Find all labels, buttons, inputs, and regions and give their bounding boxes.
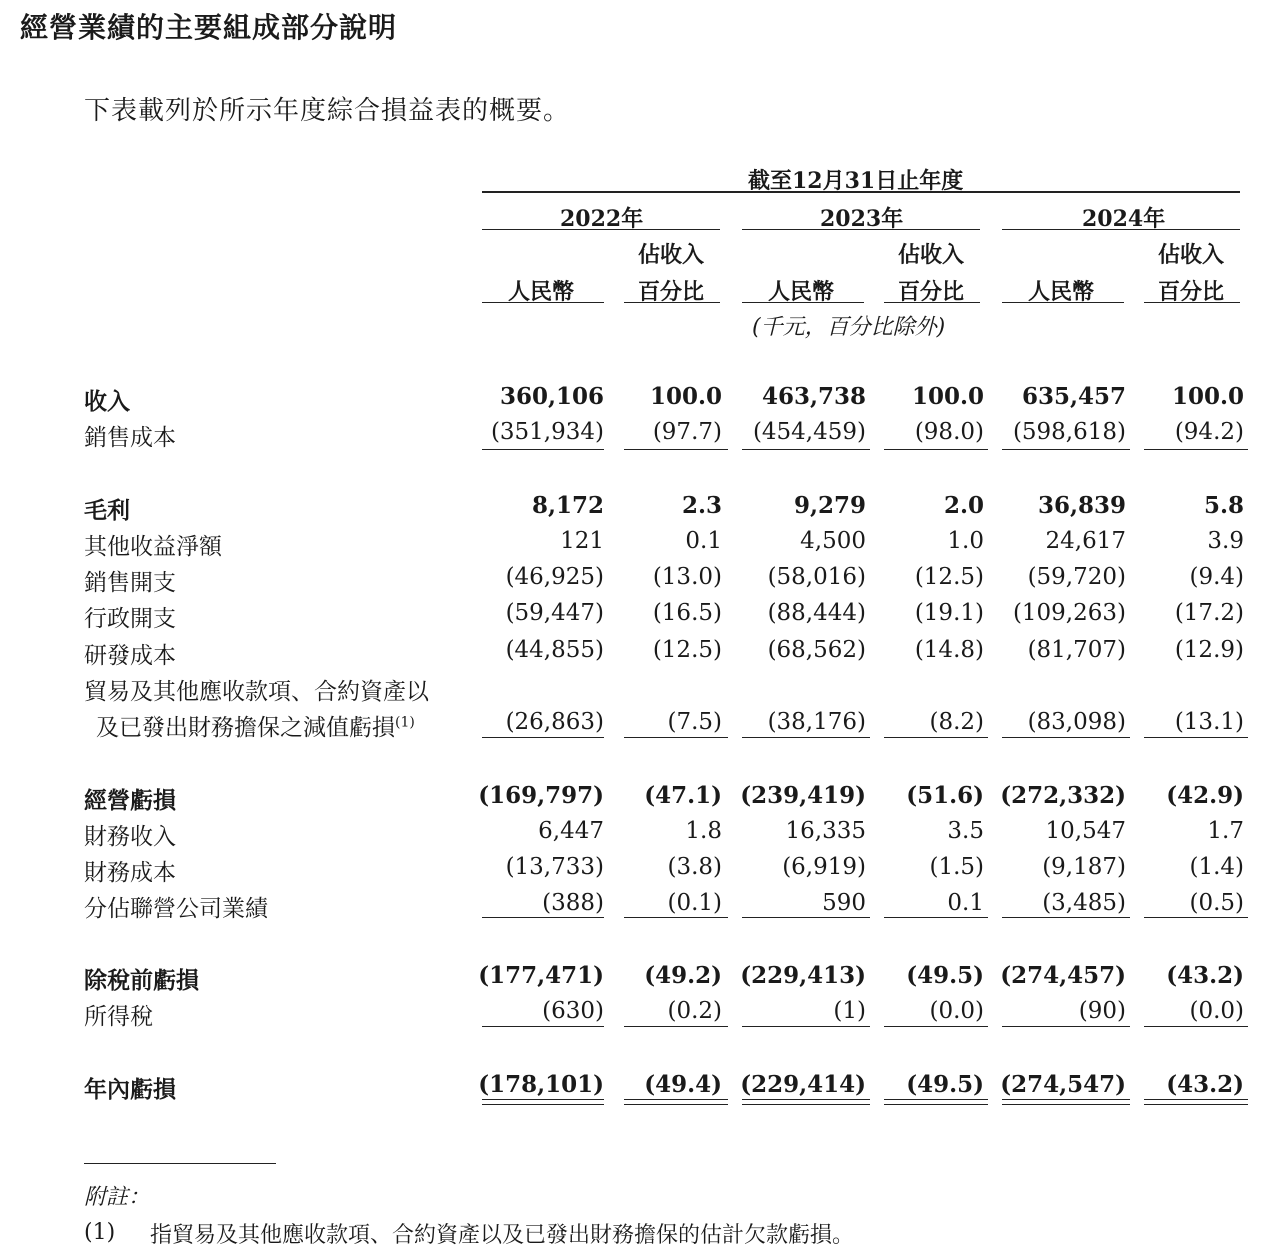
row-label: 分佔聯營公司業績 (84, 896, 268, 922)
col-header-rmb: 人民幣 (1028, 279, 1095, 305)
footnote-heading: 附註： (84, 1185, 151, 1210)
total-double-rule (482, 1099, 604, 1105)
subtotal-rule (1002, 449, 1130, 450)
table-cell: (14.8) (914, 637, 984, 663)
col-header-rule (742, 302, 864, 303)
subtotal-rule (1144, 1026, 1248, 1027)
subtotal-rule (884, 449, 988, 450)
year-rule-2024 (1002, 229, 1240, 230)
table-cell: 4,500 (800, 528, 866, 554)
table-cell: 121 (560, 528, 604, 554)
table-cell: (178,101) (478, 1071, 604, 1098)
table-cell: (388) (542, 890, 604, 916)
table-cell: 100.0 (1171, 383, 1244, 410)
table-cell: (58,016) (767, 564, 866, 590)
row-label: 銷售成本 (84, 425, 176, 451)
table-cell: (12.5) (914, 564, 984, 590)
footnote-ref: (1) (84, 1220, 116, 1245)
col-header-rule (1144, 302, 1240, 303)
table-cell: (49.5) (906, 1071, 984, 1098)
table-cell: (0.1) (667, 890, 722, 916)
row-label: 研發成本 (84, 643, 176, 669)
col-header-pct-line2: 百分比 (638, 279, 705, 305)
table-cell: (274,457) (1000, 962, 1126, 989)
table-cell: (0.0) (1189, 998, 1244, 1024)
table-cell: (26,863) (505, 709, 604, 735)
table-cell: (239,419) (740, 782, 866, 809)
table-cell: 0.1 (685, 528, 722, 554)
table-cell: 100.0 (911, 383, 984, 410)
col-header-pct-line2: 百分比 (898, 279, 965, 305)
row-label-continued (96, 709, 415, 742)
col-header-rule (884, 302, 980, 303)
table-cell: 2.0 (943, 492, 984, 519)
subtotal-rule (1144, 449, 1248, 450)
table-cell: 1.0 (947, 528, 984, 554)
year-rule-2023 (742, 229, 980, 230)
subtotal-rule (1002, 917, 1130, 918)
table-cell: (59,447) (505, 600, 604, 626)
table-cell: (43.2) (1166, 1071, 1244, 1098)
col-header-rmb: 人民幣 (508, 279, 575, 305)
subtotal-rule (1002, 737, 1130, 738)
col-header-rule (624, 302, 720, 303)
table-cell: (454,459) (752, 419, 866, 445)
row-label: 銷售開支 (84, 570, 176, 596)
table-cell: (97.7) (652, 419, 722, 445)
table-cell: (13,733) (505, 854, 604, 880)
table-cell: (1.5) (929, 854, 984, 880)
table-cell: (1.4) (1189, 854, 1244, 880)
total-double-rule (742, 1099, 870, 1105)
table-cell: (3,485) (1042, 890, 1126, 916)
intro-paragraph: 下表載列於所示年度綜合損益表的概要。 (84, 96, 571, 126)
table-cell: (109,263) (1012, 600, 1126, 626)
total-double-rule (884, 1099, 988, 1105)
table-cell: (49.5) (906, 962, 984, 989)
table-cell: (6,919) (782, 854, 866, 880)
subtotal-rule (742, 449, 870, 450)
footnote-text: 指貿易及其他應收款項、合約資產以及已發出財務擔保的估計欠款虧損。 (150, 1223, 855, 1248)
table-cell: (68,562) (767, 637, 866, 663)
subtotal-rule (742, 737, 870, 738)
table-cell: 8,172 (531, 492, 604, 519)
table-cell: (598,618) (1012, 419, 1126, 445)
table-cell: (42.9) (1166, 782, 1244, 809)
table-cell: 9,279 (793, 492, 866, 519)
row-label: 除稅前虧損 (84, 967, 199, 994)
subtotal-rule (742, 917, 870, 918)
table-cell: (38,176) (767, 709, 866, 735)
row-label: 年內虧損 (84, 1076, 176, 1103)
table-cell: 635,457 (1021, 383, 1126, 410)
table-cell: (9,187) (1042, 854, 1126, 880)
table-cell: (229,413) (740, 962, 866, 989)
table-cell: (274,547) (1000, 1071, 1126, 1098)
table-cell: (8.2) (929, 709, 984, 735)
section-title: 經營業績的主要組成部分說明 (20, 11, 398, 44)
table-cell: (59,720) (1027, 564, 1126, 590)
subtotal-rule (1144, 917, 1248, 918)
table-cell: (169,797) (478, 782, 604, 809)
row-label: 收入 (84, 388, 130, 415)
table-cell: (0.5) (1189, 890, 1244, 916)
table-cell: 100.0 (649, 383, 722, 410)
table-cell: (0.0) (929, 998, 984, 1024)
table-cell: (3.8) (667, 854, 722, 880)
table-cell: (98.0) (914, 419, 984, 445)
table-cell: (12.9) (1174, 637, 1244, 663)
table-cell: (1) (833, 998, 866, 1024)
table-cell: 6,447 (538, 818, 604, 844)
table-cell: 16,335 (785, 818, 866, 844)
table-cell: 1.7 (1207, 818, 1244, 844)
table-cell: 3.9 (1207, 528, 1244, 554)
header-rule (482, 191, 1240, 193)
table-cell: (7.5) (667, 709, 722, 735)
table-cell: (83,098) (1027, 709, 1126, 735)
units-note: (千元，百分比除外) (752, 315, 946, 340)
table-cell: (229,414) (740, 1071, 866, 1098)
table-cell: 0.1 (947, 890, 984, 916)
table-cell: (19.1) (914, 600, 984, 626)
col-header-rmb: 人民幣 (768, 279, 835, 305)
table-cell: 5.8 (1203, 492, 1244, 519)
year-header-2024: 2024年 (1082, 206, 1166, 232)
table-cell: (49.4) (644, 1071, 722, 1098)
subtotal-rule (884, 737, 988, 738)
table-cell: 1.8 (685, 818, 722, 844)
subtotal-rule (624, 917, 728, 918)
period-header: 截至12月31日止年度 (748, 168, 964, 194)
table-cell: 590 (822, 890, 866, 916)
col-header-rule (1002, 302, 1124, 303)
table-cell: (51.6) (906, 782, 984, 809)
table-cell: (351,934) (490, 419, 604, 445)
table-cell: (272,332) (1000, 782, 1126, 809)
table-cell: (17.2) (1174, 600, 1244, 626)
table-cell: (81,707) (1027, 637, 1126, 663)
table-cell: (46,925) (505, 564, 604, 590)
row-label: 財務收入 (84, 824, 176, 850)
table-cell: (43.2) (1166, 962, 1244, 989)
subtotal-rule (1002, 1026, 1130, 1027)
table-cell: (94.2) (1174, 419, 1244, 445)
subtotal-rule (884, 917, 988, 918)
table-cell: (12.5) (652, 637, 722, 663)
footnote-marker: (1) (395, 714, 415, 731)
table-cell: 36,839 (1037, 492, 1126, 519)
subtotal-rule (482, 917, 604, 918)
table-cell: 2.3 (681, 492, 722, 519)
subtotal-rule (624, 449, 728, 450)
table-cell: (16.5) (652, 600, 722, 626)
table-cell: (13.1) (1174, 709, 1244, 735)
subtotal-rule (742, 1026, 870, 1027)
total-double-rule (624, 1099, 728, 1105)
col-header-pct-line2: 百分比 (1158, 279, 1225, 305)
total-double-rule (1144, 1099, 1248, 1105)
row-label: 貿易及其他應收款項、合約資產以 (84, 679, 429, 705)
row-label: 經營虧損 (84, 787, 176, 814)
total-double-rule (1002, 1099, 1130, 1105)
subtotal-rule (884, 1026, 988, 1027)
subtotal-rule (482, 737, 604, 738)
table-cell: (88,444) (767, 600, 866, 626)
subtotal-rule (624, 737, 728, 738)
row-label: 毛利 (84, 497, 130, 524)
table-cell: (0.2) (667, 998, 722, 1024)
year-rule-2022 (482, 229, 720, 230)
table-cell: 24,617 (1045, 528, 1126, 554)
table-cell: 360,106 (499, 383, 604, 410)
table-cell: (49.2) (644, 962, 722, 989)
row-label: 財務成本 (84, 860, 176, 886)
subtotal-rule (624, 1026, 728, 1027)
row-label: 所得稅 (84, 1004, 153, 1030)
table-cell: 10,547 (1045, 818, 1126, 844)
year-header-2022: 2022年 (560, 206, 644, 232)
subtotal-rule (1144, 737, 1248, 738)
col-header-rule (482, 302, 604, 303)
subtotal-rule (482, 449, 604, 450)
subtotal-rule (482, 1026, 604, 1027)
col-header-pct-line1: 佔收入 (898, 242, 965, 268)
row-label: 行政開支 (84, 606, 176, 632)
table-cell: 463,738 (761, 383, 866, 410)
col-header-pct-line1: 佔收入 (638, 242, 705, 268)
col-header-pct-line1: 佔收入 (1158, 242, 1225, 268)
table-cell: (47.1) (644, 782, 722, 809)
table-cell: (44,855) (505, 637, 604, 663)
year-header-2023: 2023年 (820, 206, 904, 232)
table-cell: (90) (1078, 998, 1126, 1024)
table-cell: (9.4) (1189, 564, 1244, 590)
table-cell: (13.0) (652, 564, 722, 590)
table-cell: (177,471) (478, 962, 604, 989)
footnote-rule (84, 1163, 276, 1164)
row-label: 其他收益淨額 (84, 534, 222, 560)
table-cell: 3.5 (947, 818, 984, 844)
row-label-line2: 及已發出財務擔保之減值虧損 (96, 715, 395, 741)
table-cell: (630) (542, 998, 604, 1024)
